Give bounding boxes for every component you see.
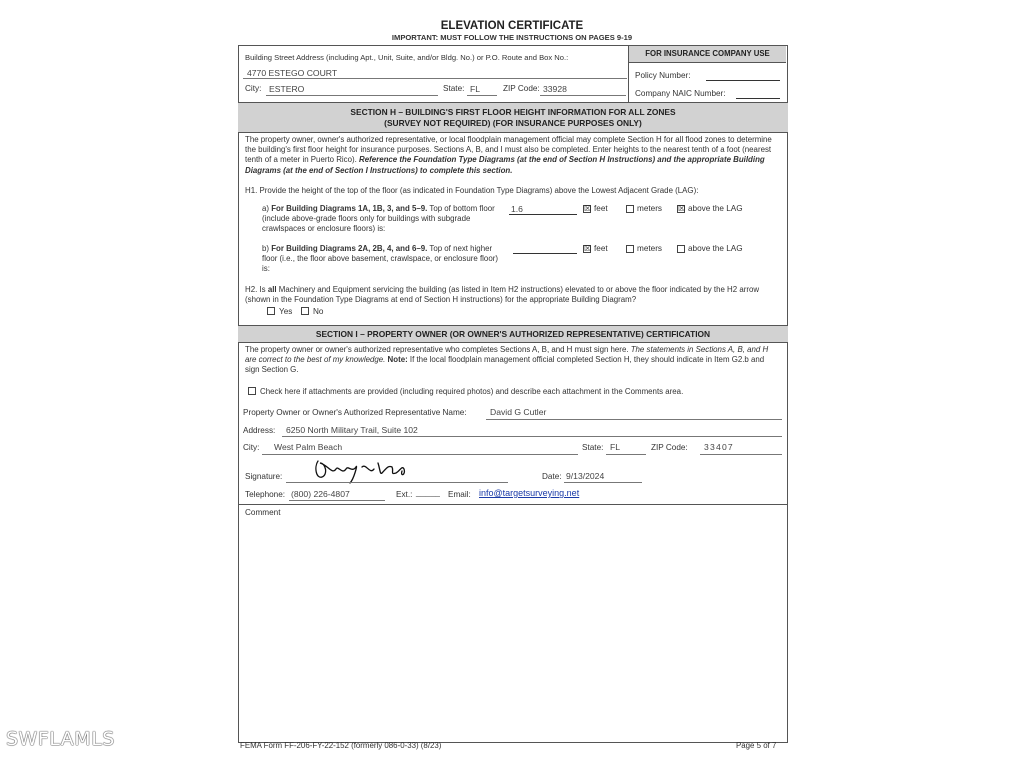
comment-divider xyxy=(238,504,788,505)
form-id: FEMA Form FF-206-FY-22-152 (formerly 086-0-33) (8/23) xyxy=(240,741,442,750)
ext-value[interactable]: _____ xyxy=(416,487,440,497)
h2-prefix: H2. Is xyxy=(245,285,268,294)
rep-city-value[interactable]: West Palm Beach xyxy=(274,442,343,452)
h1b-feet-checkbox[interactable]: ☒ xyxy=(584,244,592,253)
rep-city-label: City: xyxy=(243,443,260,452)
policy-number-label: Policy Number: xyxy=(635,71,691,80)
h1-question: H1. Provide the height of the top of the floor (as indicated in Foundation Type Diagrams) above the Lowest Adjacent Grade (LAG): xyxy=(245,186,699,195)
section-h-intro xyxy=(245,135,777,176)
rep-address-label: Address: xyxy=(243,426,276,435)
zip-label: ZIP Code: xyxy=(503,84,540,93)
h1b-lag-checkbox[interactable] xyxy=(677,245,685,253)
rep-name-value[interactable]: David G Cutler xyxy=(490,407,547,417)
attachments-checkbox[interactable] xyxy=(248,387,256,395)
watermark: SWFLAMLS xyxy=(6,728,115,750)
state-label: State: xyxy=(443,84,465,93)
h1a-text xyxy=(262,204,508,235)
h1b-meters-checkbox[interactable] xyxy=(626,245,634,253)
section-h-intro-emphasis: Reference the Foundation Type Diagrams (at the end of Section H Instructions) and the appropriate Building Diagrams (at the end of Section I Instructions) to complete this section. xyxy=(245,155,765,175)
h1a-height-value[interactable]: 1.6 xyxy=(511,204,523,214)
h2-yes-checkbox[interactable] xyxy=(267,307,275,315)
rep-zip-label: ZIP Code: xyxy=(651,443,688,452)
form-title: ELEVATION CERTIFICATE xyxy=(440,20,584,32)
telephone-value[interactable]: (800) 226-4807 xyxy=(291,489,350,499)
signature-label: Signature: xyxy=(245,472,283,481)
form-subtitle: IMPORTANT: MUST FOLLOW THE INSTRUCTIONS ON PAGES 9-19 xyxy=(391,33,633,42)
ext-label: Ext.: xyxy=(396,490,413,499)
street-underline xyxy=(243,78,627,79)
naic-number-label: Company NAIC Number: xyxy=(635,89,726,98)
section-i-note: If the local floodplain management official completed Section H, they should indicate in Item G2.b and sign Section G. xyxy=(245,355,765,375)
h2-no-checkbox[interactable] xyxy=(301,307,309,315)
rep-state-underline xyxy=(606,454,646,455)
h1a-meters-checkbox[interactable] xyxy=(626,205,634,213)
section-i-note-label: Note: xyxy=(385,355,408,365)
rep-zip-underline xyxy=(700,454,782,455)
h1a-bold: For Building Diagrams 1A, 1B, 3, and 5–9. xyxy=(271,204,428,213)
h2-yes-label: Yes xyxy=(279,307,293,316)
elevation-certificate-page xyxy=(218,8,806,760)
rep-address-value[interactable]: 6250 North Military Trail, Suite 102 xyxy=(286,425,418,435)
insurance-box-title: FOR INSURANCE COMPANY USE xyxy=(645,49,770,58)
h1b-prefix: b) xyxy=(262,244,272,253)
rep-zip-value[interactable]: 33407 xyxy=(704,442,734,452)
h1a-feet-checkbox[interactable]: ☒ xyxy=(584,204,592,213)
comment-area[interactable] xyxy=(244,520,782,734)
attachments-label: Check here if attachments are provided (including required photos) and describe each attachment in the Comments area. xyxy=(260,387,684,396)
signature-underline xyxy=(286,482,508,483)
h2-rest: Machinery and Equipment servicing the building (as listed in Item H2 instructions) elevated to or above the floor indicated by the H2 arrow (shown in the Foundation Type Diagrams at end of Section H instructions) for the appropriate Building Diagram? xyxy=(245,285,760,305)
page-number: Page 5 of 7 xyxy=(736,741,777,750)
h2-bold: all xyxy=(267,285,277,294)
email-label: Email: xyxy=(448,490,471,499)
zip-value: 33928 xyxy=(543,84,567,94)
section-h-intro-text: The property owner, owner's authorized representative, or local floodplain management official may complete Section H for all flood zones to determine the building's first floor height for insurance purposes. Sections A, B, and I must also be completed. Enter heights to the nearest tenth of a foot (nearest tenth of a meter in Puerto Rico). xyxy=(245,135,772,165)
rep-name-label: Property Owner or Owner's Authorized Representative Name: xyxy=(243,408,467,417)
date-value[interactable]: 9/13/2024 xyxy=(566,471,605,481)
h1a-lag-checkbox[interactable]: ☒ xyxy=(678,204,686,213)
city-value: ESTERO xyxy=(269,84,305,94)
h1b-height-underline xyxy=(513,253,577,254)
email-link[interactable]: info@targetsurveying.net xyxy=(479,488,580,498)
city-underline xyxy=(266,95,438,96)
city-label: City: xyxy=(245,84,262,93)
section-h-title-line2: (SURVEY NOT REQUIRED) (FOR INSURANCE PURPOSES ONLY) xyxy=(384,118,642,128)
section-i-title: SECTION I – PROPERTY OWNER (OR OWNER'S AUTHORIZED REPRESENTATIVE) CERTIFICATION xyxy=(315,329,711,339)
h1b-text xyxy=(262,244,508,275)
state-underline xyxy=(467,95,497,96)
h1a-lag-label: above the LAG xyxy=(688,204,743,213)
policy-number-field[interactable] xyxy=(706,80,780,81)
h1a-meters-label: meters xyxy=(637,204,663,213)
h1b-lag-label: above the LAG xyxy=(688,244,743,253)
section-i-intro xyxy=(245,345,777,376)
state-value: FL xyxy=(470,84,481,94)
zip-underline xyxy=(540,95,626,96)
h1b-bold: For Building Diagrams 2A, 2B, 4, and 6–9. xyxy=(271,244,428,253)
h1b-rest: Top of next higher floor (i.e., the floor above basement, crawlspace, or enclosure floor) is: xyxy=(262,244,498,274)
rep-state-label: State: xyxy=(582,443,604,452)
rep-address-underline xyxy=(282,436,782,437)
h1b-feet-label: feet xyxy=(594,244,608,253)
h2-no-label: No xyxy=(313,307,324,316)
h1a-prefix: a) xyxy=(262,204,272,213)
h1a-rest: Top of bottom floor (include above-grade floors only for buildings with subgrade crawlspaces or enclosure floors) is: xyxy=(262,204,495,234)
date-label: Date: xyxy=(542,472,562,481)
section-i-intro-text: The property owner or owner's authorized representative who completes Sections A, B, and H must sign here. xyxy=(245,345,631,354)
telephone-underline xyxy=(289,500,385,501)
rep-state-value[interactable]: FL xyxy=(610,442,621,452)
rep-name-underline xyxy=(486,419,782,420)
h1b-meters-label: meters xyxy=(637,244,663,253)
telephone-label: Telephone: xyxy=(245,490,286,499)
date-underline xyxy=(564,482,642,483)
naic-number-field[interactable] xyxy=(736,98,780,99)
comment-label: Comment xyxy=(245,508,281,517)
signature-scrawl[interactable] xyxy=(306,455,416,485)
h2-question xyxy=(245,285,779,305)
h1a-feet-label: feet xyxy=(594,204,608,213)
section-h-title-line1: SECTION H – BUILDING'S FIRST FLOOR HEIGHT INFORMATION FOR ALL ZONES xyxy=(350,107,676,117)
section-i-intro-emphasis: The statements in Sections A, B, and H are correct to the best of my knowledge. xyxy=(245,345,769,365)
street-address-value: 4770 ESTEGO COURT xyxy=(247,68,338,78)
h1a-height-underline xyxy=(509,214,577,215)
street-address-label: Building Street Address (including Apt., Unit, Suite, and/or Bldg. No.) or P.O. Route and Box No.: xyxy=(245,53,569,62)
